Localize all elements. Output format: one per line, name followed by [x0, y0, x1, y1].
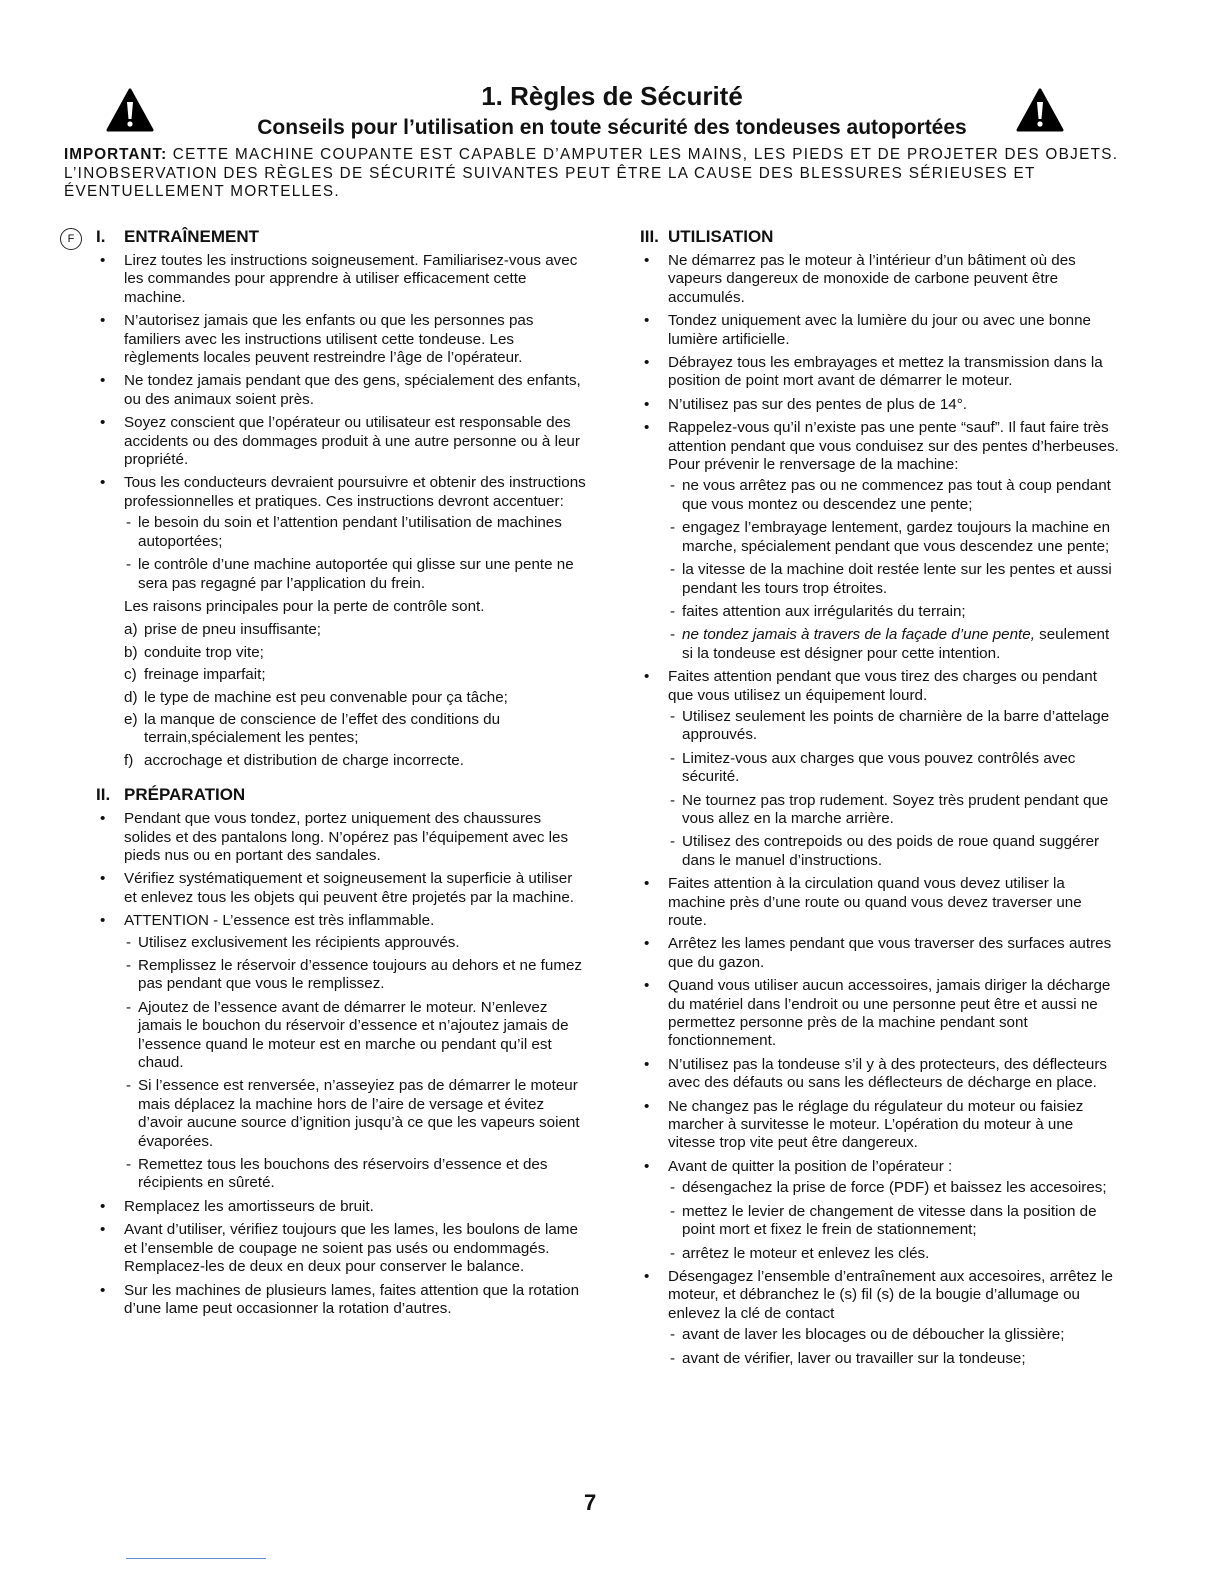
section-heading — [640, 226, 1124, 248]
dash-list — [124, 514, 588, 593]
right-column — [640, 226, 1124, 1382]
list-item — [640, 668, 1124, 870]
section-number: I. — [96, 227, 106, 246]
important-text: CETTE MACHINE COUPANTE EST CAPABLE D’AMPUTER LES MAINS, LES PIEDS ET DE PROJETER DES OBJETS. L’INOBSERVATION DES RÈGLES DE SÉCURITÉ SUIVANTES PEUT ÊTRE LA CAUSE DES BLESSURES SÉRIEUSES ET ÉVENTUELLEMENT MORTELLES. — [64, 146, 1119, 200]
language-badge-f: F — [60, 228, 82, 250]
list-item: • Lirez toutes les instructions soigneusement. Familiarisez-vous avec les commandes pour apprendre à utiliser efficacement cette machine. — [96, 252, 588, 307]
list-item: - la vitesse de la machine doit restée lente sur les pentes et aussi pendant les tours trop étroites. — [668, 561, 1124, 598]
list-item: - le contrôle d’une machine autoportée qui glisse sur une pente ne sera pas regagné par l’application du frein. — [124, 556, 588, 593]
list-item — [640, 1158, 1124, 1263]
list-item: - arrêtez le moteur et enlevez les clés. — [668, 1245, 1124, 1263]
list-item: - désengachez la prise de force (PDF) et baissez les accesoires; — [668, 1179, 1124, 1197]
list-item: - avant de laver les blocages ou de déboucher la glissière; — [668, 1326, 1124, 1344]
list-item: - Ne tournez pas trop rudement. Soyez très prudent pendant que vous allez en la marche arrière. — [668, 792, 1124, 829]
important-label: IMPORTANT: — [64, 146, 168, 163]
list-marker: d) — [124, 688, 138, 706]
list-item: • Ne tondez jamais pendant que des gens, spécialement des enfants, ou des animaux soient près. — [96, 372, 588, 409]
list-item: - Remettez tous les bouchons des réservoirs d’essence et des récipients en sûreté. — [124, 1156, 588, 1193]
list-item: - mettez le levier de changement de vitesse dans la position de point mort et fixez le frein de stationnement; — [668, 1203, 1124, 1240]
footer-rule — [126, 1558, 266, 1559]
section-number: III. — [640, 227, 659, 246]
list-item: • Tondez uniquement avec la lumière du jour ou avec une bonne lumière artificielle. — [640, 312, 1124, 349]
list-item: • N’utilisez pas la tondeuse s’il y à des protecteurs, des déflecteurs avec des défauts ou sans les déflecteurs de décharge en place. — [640, 1056, 1124, 1093]
page-number: 7 — [584, 1490, 597, 1515]
bullet-list — [96, 810, 588, 1318]
list-item: • Sur les machines de plusieurs lames, faites attention que la rotation d’une lame peut occasionner la rotation d’autres. — [96, 1282, 588, 1319]
list-item: • N’autorisez jamais que les enfants ou que les personnes pas familiers avec les instructions utilisent cette tondeuse. Les règlements locales peuvent restreindre l’âge de l’opérateur. — [96, 312, 588, 367]
bullet-list — [96, 252, 588, 770]
section-preparation — [96, 784, 588, 1318]
list-item: - Remplissez le réservoir d’essence toujours au dehors et ne fumez pas pendant que vous le remplissez. — [124, 957, 588, 994]
list-item-text: la manque de conscience de l’effet des conditions du terrain,spécialement les pentes; — [144, 710, 501, 747]
list-item-text: Avant de quitter la position de l’opérateur : — [668, 1157, 953, 1175]
list-item: • Quand vous utiliser aucun accessoires, jamais diriger la décharge du matériel dans l’endroit ou une personne peut être et aussi ne permettez personne près de la machine pendant sont fonctionnement. — [640, 977, 1124, 1051]
list-item: • Arrêtez les lames pendant que vous traverser des surfaces autres que du gazon. — [640, 935, 1124, 972]
list-item — [96, 474, 588, 770]
list-item — [640, 1268, 1124, 1368]
list-item-text: le type de machine est peu convenable pour ça tâche; — [144, 688, 508, 706]
list-marker: a) — [124, 621, 138, 639]
list-item-text: accrochage et distribution de charge incorrecte. — [144, 751, 464, 769]
list-item: - Ajoutez de l’essence avant de démarrer le moteur. N’enlevez jamais le bouchon du réservoir d’essence et n’ajoutez jamais de l’essence quand le moteur est en marche ou pendant qu’il est chaud. — [124, 999, 588, 1073]
list-item: • Avant d’utiliser, vérifiez toujours que les lames, les boulons de lame et l’ensemble de coupage ne soient pas usés ou endommagés. Remplacez-les de deux en deux pour conserver le balance. — [96, 1221, 588, 1276]
page-header — [60, 80, 1164, 142]
list-item-text: Faites attention pendant que vous tirez des charges ou pendant que vous utilisez un équipement lourd. — [668, 668, 1097, 704]
list-item — [124, 644, 588, 662]
italic-warning: ne tondez jamais à travers de la façade d’une pente, — [682, 626, 1035, 644]
list-item-text: freinage imparfait; — [144, 666, 266, 684]
list-marker: e) — [124, 710, 138, 728]
list-marker: b) — [124, 643, 138, 661]
dash-list — [668, 477, 1124, 663]
list-item-text: conduite trop vite; — [144, 643, 264, 661]
list-item: - le besoin du soin et l’attention pendant l’utilisation de machines autoportées; — [124, 514, 588, 551]
section-title: PRÉPARATION — [124, 785, 246, 805]
list-item — [124, 666, 588, 684]
list-item: • Soyez conscient que l’opérateur ou utilisateur est responsable des accidents ou des dommages produit à une autre personne ou à leur propriété. — [96, 414, 588, 469]
page-subtitle: Conseils pour l’utilisation en toute sécurité des tondeuses autoportées — [257, 116, 967, 139]
list-item: • Remplacez les amortisseurs de bruit. — [96, 1198, 588, 1216]
list-item — [668, 626, 1124, 663]
dash-list — [668, 1326, 1124, 1368]
list-item-text: seulement si la tondeuse est désigner pour cette intention. — [682, 626, 1110, 662]
section-heading — [67, 226, 588, 248]
list-item — [96, 912, 588, 1193]
list-item: - avant de vérifier, laver ou travailler sur la tondeuse; — [668, 1350, 1124, 1368]
list-item — [124, 711, 588, 748]
section-title: ENTRAÎNEMENT — [124, 227, 260, 246]
list-item: - Utilisez exclusivement les récipients approuvés. — [124, 934, 588, 952]
dash-list — [668, 708, 1124, 870]
list-item — [124, 689, 588, 707]
list-marker: f) — [124, 751, 134, 769]
dash-list — [668, 1179, 1124, 1263]
list-item: - Limitez-vous aux charges que vous pouvez contrôlés avec sécurité. — [668, 750, 1124, 787]
section-utilisation — [640, 226, 1124, 1368]
list-item-text: Tous les conducteurs devraient poursuivre et obtenir des instructions professionnelles et pratiques. Ces instructions devront accentuer: — [124, 474, 586, 510]
left-column — [67, 226, 588, 1332]
list-item: - ne vous arrêtez pas ou ne commencez pas tout à coup pendant que vous montez ou descendez une pente; — [668, 477, 1124, 514]
list-item: - Si l’essence est renversée, n’asseyiez pas de démarrer le moteur mais déplacez la machine hors de l’aire de versage et évitez d’avoir aucune source d’ignition jusqu’à ce que les vapeurs soient évaporées. — [124, 1077, 588, 1151]
list-item: • Ne changez pas le réglage du régulateur du moteur ou faisiez marcher à survitesse le moteur. L’opération du moteur à une vitesse trop vite peut être dangereux. — [640, 1098, 1124, 1153]
section-number: II. — [96, 785, 111, 805]
dash-list — [124, 934, 588, 1193]
list-item: - Utilisez des contrepoids ou des poids de roue quand suggérer dans le manuel d’instructions. — [668, 833, 1124, 870]
list-item — [124, 752, 588, 770]
section-entrainement — [67, 226, 588, 770]
list-item: - faites attention aux irrégularités du terrain; — [668, 603, 1124, 621]
list-item-text: Rappelez-vous qu’il n’existe pas une pente “sauf”. Il faut faire très attention pendant que vous conduisez sur des pentes d’herbeuses. Pour prévenir le renversage de la machine: — [668, 419, 1119, 474]
list-item: • Ne démarrez pas le moteur à l’intérieur d’un bâtiment où des vapeurs dangereux de monoxide de carbone peuvent être accumulés. — [640, 252, 1124, 307]
important-notice — [64, 146, 1164, 202]
page-title: 1. Règles de Sécurité — [481, 81, 743, 111]
list-item — [640, 419, 1124, 663]
list-marker: c) — [124, 666, 137, 684]
list-item: • Débrayez tous les embrayages et mettez la transmission dans la position de point mort avant de démarrer le moteur. — [640, 354, 1124, 391]
reasons-list — [124, 621, 588, 770]
bullet-list — [640, 252, 1124, 1368]
list-item-text: ATTENTION - L’essence est très inflammable. — [124, 912, 435, 930]
reasons-intro: Les raisons principales pour la perte de contrôle sont. — [124, 597, 485, 615]
list-item-text: Désengagez l’ensemble d’entraînement aux accesoires, arrêtez le moteur, et débranchez le (s) fil (s) de la bougie d’allumage ou enlevez la clé de contact — [668, 1267, 1113, 1322]
list-item: • N’utilisez pas sur des pentes de plus de 14°. — [640, 396, 1124, 414]
list-item: - engagez l’embrayage lentement, gardez toujours la machine en marche, spécialement pendant que vous descendez une pente; — [668, 519, 1124, 556]
list-item: - Utilisez seulement les points de charnière de la barre d’attelage approuvés. — [668, 708, 1124, 745]
list-item: • Faites attention à la circulation quand vous devez utiliser la machine près d’une route ou quand vous devez traverser une route. — [640, 875, 1124, 930]
section-title: UTILISATION — [668, 227, 774, 246]
list-item: • Vérifiez systématiquement et soigneusement la superficie à utiliser et enlevez tous les objets qui peuvent être projetés par la machine. — [96, 870, 588, 907]
list-item-text: prise de pneu insuffisante; — [144, 621, 322, 639]
list-item: • Pendant que vous tondez, portez uniquement des chaussures solides et des pantalons long. N’opérez pas l’équipement avec les pieds nus ou en portant des sandales. — [96, 810, 588, 865]
list-item — [124, 621, 588, 639]
section-heading — [96, 784, 588, 806]
